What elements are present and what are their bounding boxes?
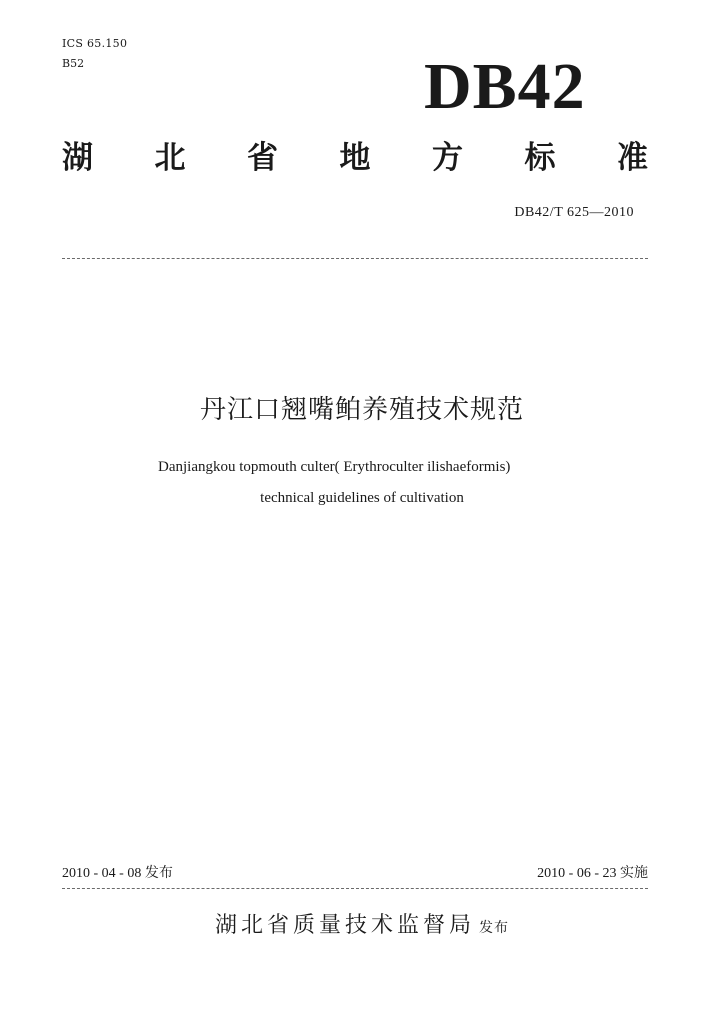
standard-logo: DB42 (424, 50, 586, 123)
implementation-date: 2010 - 06 - 23 实施 (537, 866, 648, 881)
top-divider (62, 258, 648, 259)
issuer-suffix: 发布 (479, 920, 509, 936)
standard-type-char: 北 (154, 140, 186, 176)
issuing-authority (0, 912, 724, 942)
issuer-name: 湖北省质量技术监督局 (214, 913, 475, 938)
standard-type-char: 标 (524, 140, 556, 176)
classification-code: B52 (62, 57, 85, 70)
standard-type-char: 地 (339, 140, 371, 176)
standard-type-char: 方 (432, 140, 463, 176)
bottom-divider (62, 888, 648, 889)
document-title-chinese: 丹江口翘嘴鲌养殖技术规范 (199, 395, 524, 425)
standard-number: DB42/T 625—2010 (514, 205, 634, 220)
document-title-english-line1: Danjiangkou topmouth culter( Erythroculter ilishaeformis) (158, 459, 511, 475)
standard-type-heading (62, 138, 648, 178)
ics-code: ICS 65.150 (62, 37, 128, 50)
standard-type-char: 准 (617, 140, 648, 176)
document-title-english-line2: technical guidelines of cultivation (260, 490, 464, 506)
issue-date: 2010 - 04 - 08 发布 (62, 866, 173, 881)
standard-type-char: 湖 (62, 140, 93, 176)
standard-type-char: 省 (247, 140, 278, 176)
